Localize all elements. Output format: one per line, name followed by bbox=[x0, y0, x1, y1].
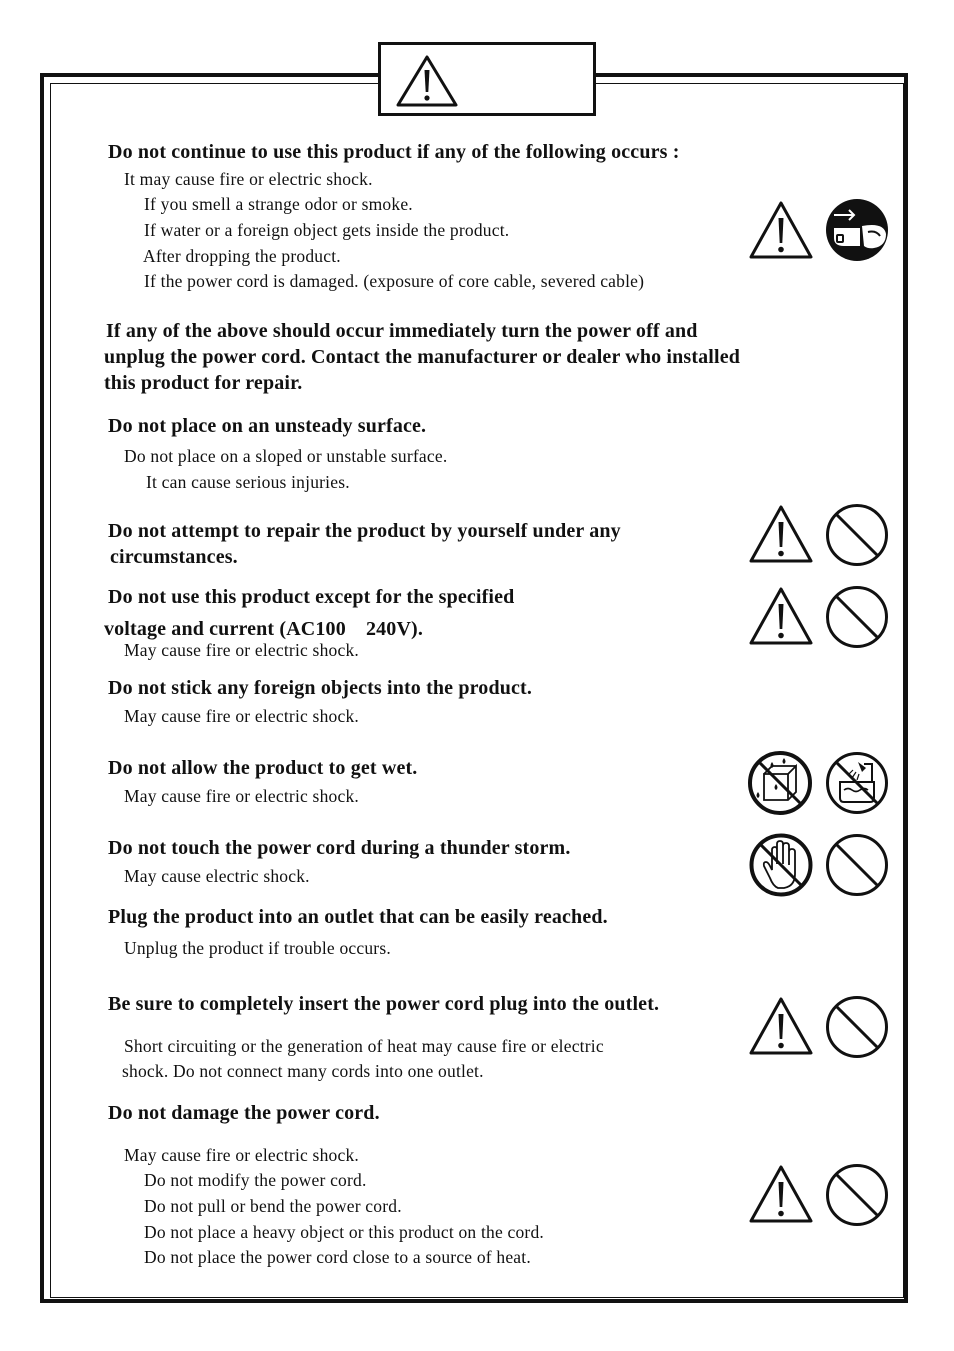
header-warning-box bbox=[378, 42, 596, 116]
warning-triangle-icon bbox=[395, 54, 459, 108]
section-3-item: It can cause serious injuries. bbox=[146, 472, 350, 492]
prohibition-icon bbox=[824, 502, 890, 568]
section-10-line: Short circuiting or the generation of heat may cause fire or electric bbox=[124, 1036, 604, 1056]
section-7-note: May cause fire or electric shock. bbox=[124, 786, 359, 806]
section-6-title: Do not stick any foreign objects into the product. bbox=[108, 677, 532, 699]
no-wet-hands-icon bbox=[746, 750, 814, 816]
section-3-note: Do not place on a sloped or unstable surface. bbox=[124, 446, 448, 466]
warning-triangle-icon bbox=[748, 996, 814, 1056]
section-4-line: circumstances. bbox=[110, 546, 238, 568]
section-3-title: Do not place on an unsteady surface. bbox=[108, 415, 427, 437]
section-1-item: If the power cord is damaged. (exposure of core cable, severed cable) bbox=[144, 271, 645, 291]
warning-triangle-icon bbox=[748, 504, 814, 564]
section-11-note: May cause fire or electric shock. bbox=[124, 1145, 359, 1165]
section-5-line: Do not use this product except for the specified bbox=[108, 586, 515, 608]
section-11-item: Do not pull or bend the power cord. bbox=[144, 1196, 402, 1216]
section-6-note: May cause fire or electric shock. bbox=[124, 706, 359, 726]
section-1-item: If water or a foreign object gets inside the product. bbox=[144, 220, 510, 240]
section-9-title: Plug the product into an outlet that can be easily reached. bbox=[108, 906, 608, 928]
section-1-title: Do not continue to use this product if any of the following occurs : bbox=[108, 141, 680, 163]
section-4-line: Do not attempt to repair the product by yourself under any bbox=[108, 520, 621, 542]
section-10-title: Be sure to completely insert the power cord plug into the outlet. bbox=[108, 993, 660, 1015]
section-8-title: Do not touch the power cord during a thunder storm. bbox=[108, 837, 571, 859]
section-2-line: unplug the power cord. Contact the manufacturer or dealer who installed bbox=[104, 346, 741, 368]
no-bathroom-icon bbox=[824, 750, 890, 816]
warning-triangle-icon bbox=[748, 200, 814, 260]
section-5-note: May cause fire or electric shock. bbox=[124, 640, 359, 660]
section-11-item: Do not place a heavy object or this product on the cord. bbox=[144, 1222, 544, 1242]
warning-triangle-icon bbox=[748, 586, 814, 646]
section-1-note: It may cause fire or electric shock. bbox=[124, 169, 373, 189]
section-9-note: Unplug the product if trouble occurs. bbox=[124, 938, 391, 958]
unplug-icon bbox=[824, 198, 890, 262]
section-2-line: this product for repair. bbox=[104, 372, 303, 394]
prohibition-icon bbox=[824, 584, 890, 650]
prohibition-icon bbox=[824, 994, 890, 1060]
prohibition-icon bbox=[824, 1162, 890, 1228]
warning-triangle-icon bbox=[748, 1164, 814, 1224]
section-10-line: shock. Do not connect many cords into one outlet. bbox=[122, 1061, 484, 1081]
section-11-title: Do not damage the power cord. bbox=[108, 1102, 380, 1124]
section-2-line: If any of the above should occur immediately turn the power off and bbox=[106, 320, 698, 342]
section-5-line: voltage and current (AC100 240V). bbox=[104, 618, 423, 640]
section-1-item: If you smell a strange odor or smoke. bbox=[144, 194, 413, 214]
section-11-item: Do not modify the power cord. bbox=[144, 1170, 367, 1190]
section-7-title: Do not allow the product to get wet. bbox=[108, 757, 418, 779]
section-1-item: After dropping the product. bbox=[143, 246, 341, 266]
section-8-note: May cause electric shock. bbox=[124, 866, 310, 886]
no-touch-hand-icon bbox=[748, 832, 814, 898]
prohibition-icon bbox=[824, 832, 890, 898]
section-11-item: Do not place the power cord close to a source of heat. bbox=[144, 1247, 531, 1267]
